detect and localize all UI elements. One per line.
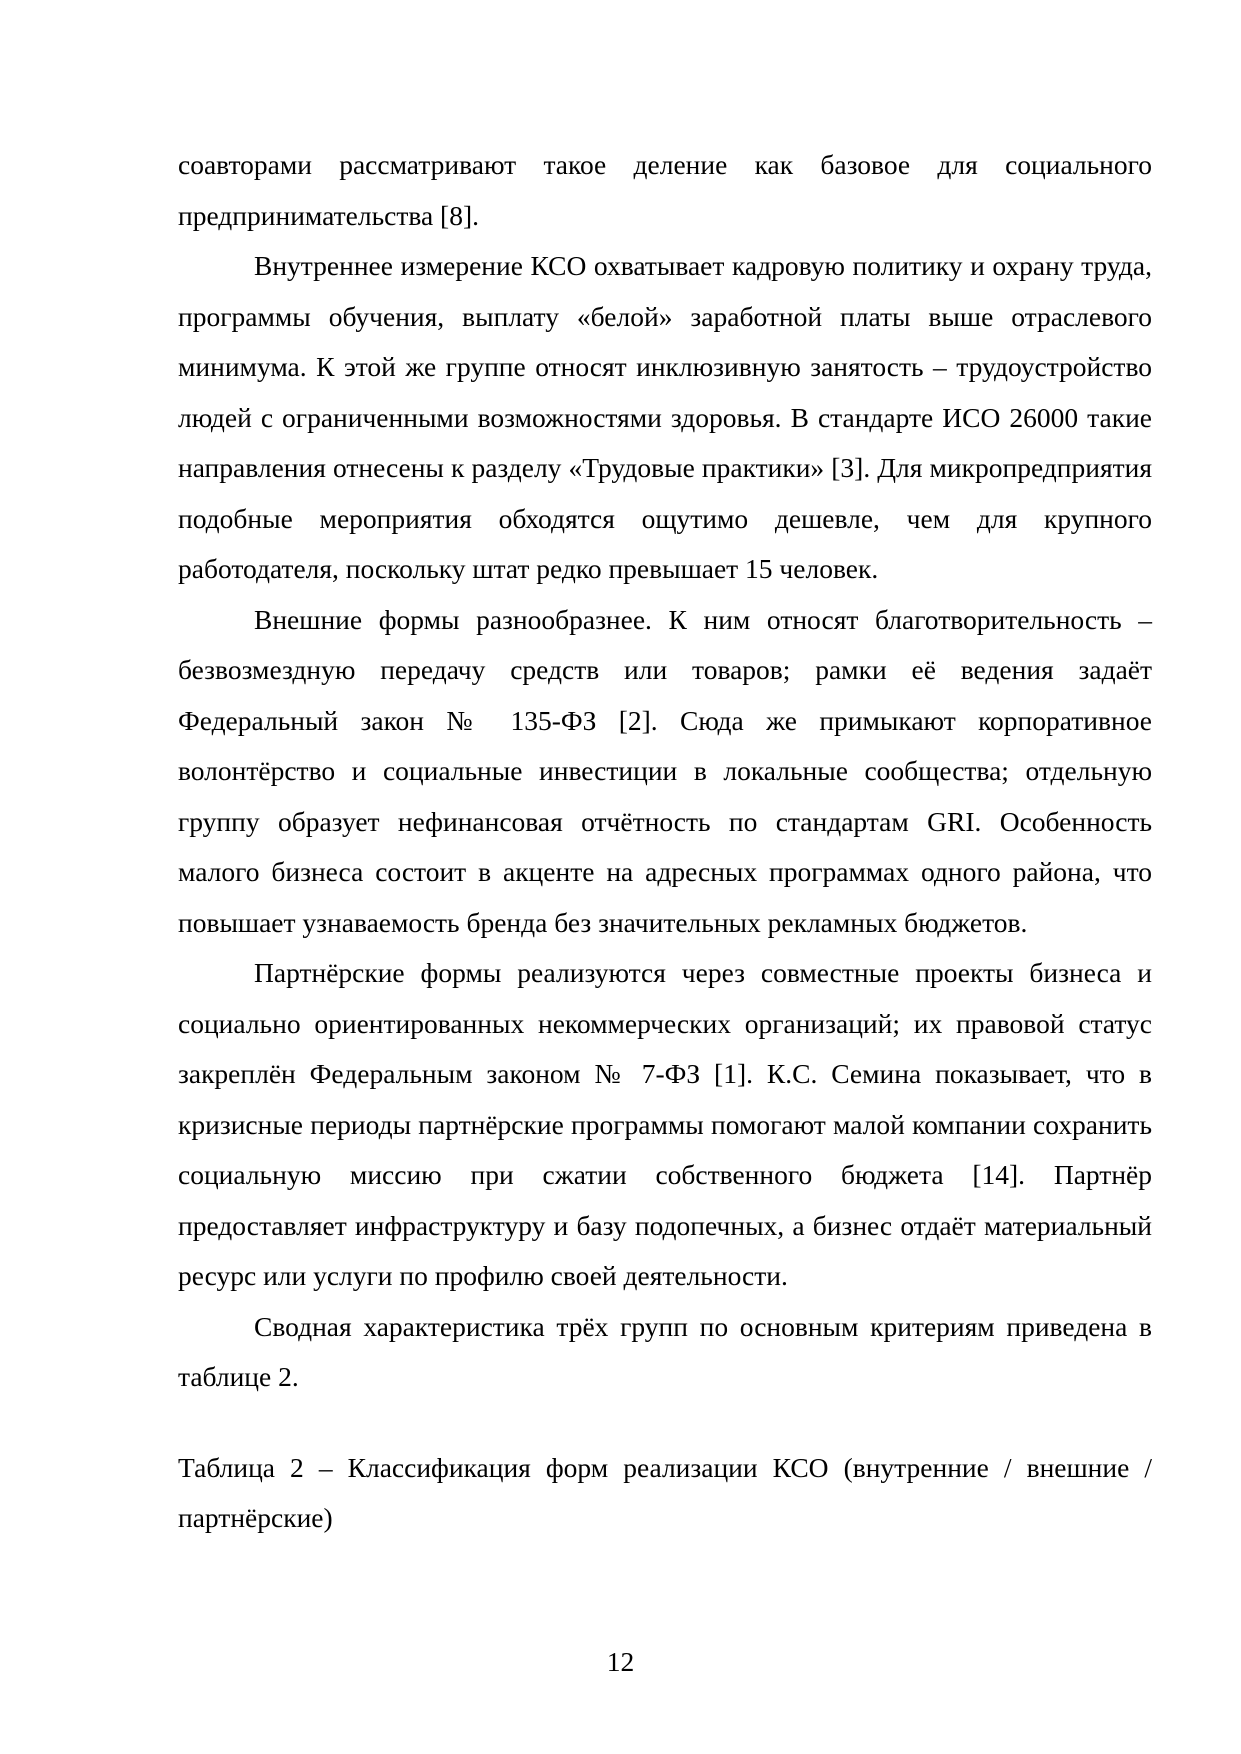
table-caption: Таблица 2 – Классификация форм реализации КСО (внутренние / внешние / партнёрские) bbox=[178, 1451, 1152, 1533]
page-number: 12 bbox=[606, 1646, 635, 1677]
paragraph-external-csr: Внешние формы разнообразнее. К ним относят благотворительность – безвозмездную передачу средств или товаров; рамки её ведения задаёт Федеральный закон № 135-ФЗ [2]. Сюда же примыкают корпоративное волонтёрство и социальные инвестиции в локальные сообщества; отдельную группу образует нефинансовая отчётность по стандартам GRI. Особенность малого бизнеса состоит в акценте на адресных программах одного района, что повышает узнаваемость бренда без значительных рекламных бюджетов. bbox=[178, 603, 1152, 938]
paragraph-summary: Сводная характеристика трёх групп по основным критериям приведена в таблице 2. bbox=[178, 1310, 1152, 1392]
document-page bbox=[178, 140, 1152, 1544]
paragraph-continuation: соавторами рассматривают такое деление как базовое для социального предпринимательства [8]. bbox=[178, 149, 1152, 231]
paragraph-partner-csr: Партнёрские формы реализуются через совместные проекты бизнеса и социально ориентированных некоммерческих организаций; их правовой статус закреплён Федеральным законом № 7-ФЗ [1]. К.С. Семина показывает, что в кризисные периоды партнёрские программы помогают малой компании сохранить социальную миссию при сжатии собственного бюджета [14]. Партнёр предоставляет инфраструктуру и базу подопечных, а бизнес отдаёт материальный ресурс или услуги по профилю своей деятельности. bbox=[178, 957, 1152, 1291]
paragraph-internal-csr: Внутреннее измерение КСО охватывает кадровую политику и охрану труда, программы обучения, выплату «белой» заработной платы выше отраслевого минимума. К этой же группе относят инклюзивную занятость – трудоустройство людей с ограниченными возможностями здоровья. В стандарте ИСО 26000 такие направления отнесены к разделу «Трудовые практики» [3]. Для микропредприятия подобные мероприятия обходятся ощутимо дешевле, чем для крупного работодателя, поскольку штат редко превышает 15 человек. bbox=[178, 250, 1152, 584]
